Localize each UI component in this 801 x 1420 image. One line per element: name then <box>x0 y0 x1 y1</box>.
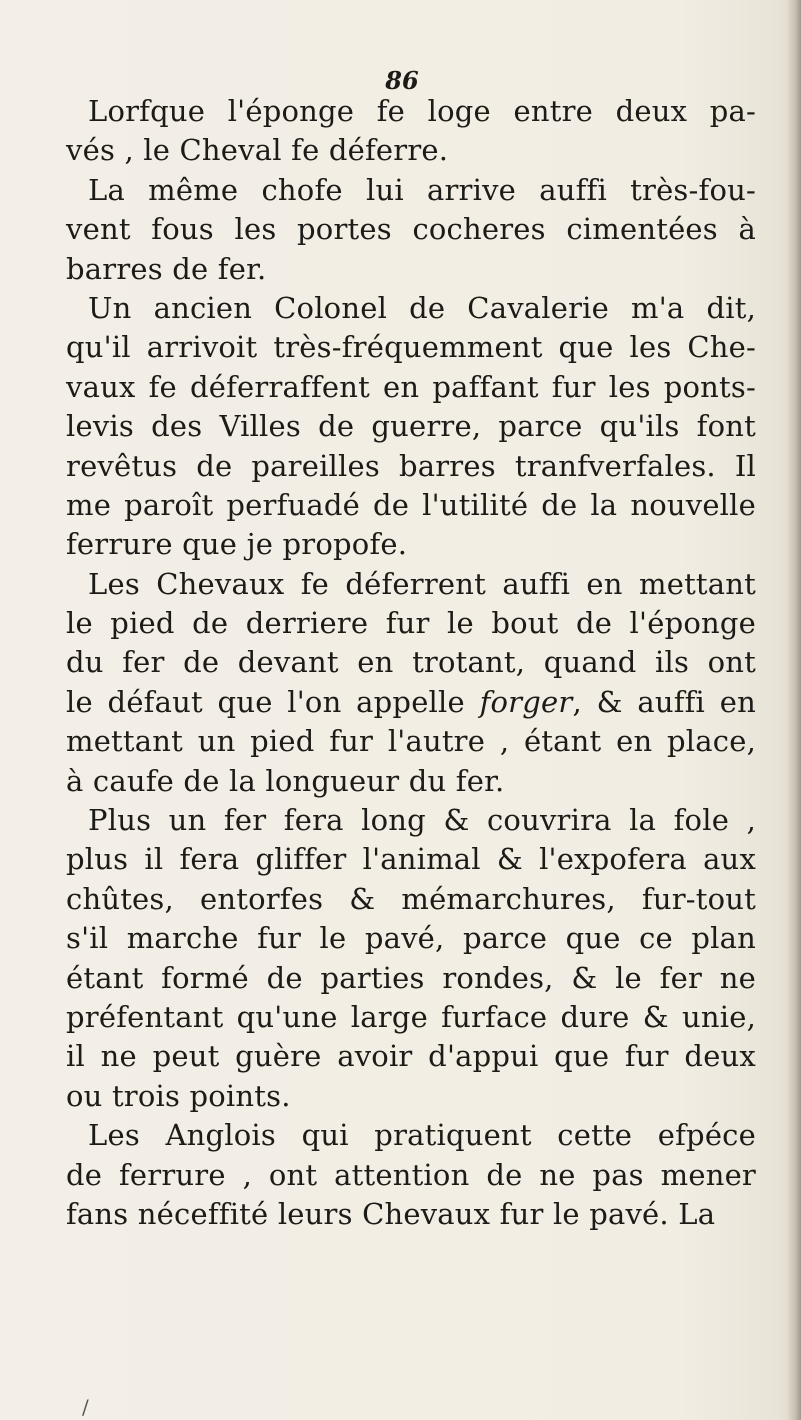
italic-term: forger <box>479 684 573 719</box>
text-line: ou trois points. <box>66 1078 291 1113</box>
text-line: chûtes, entorfes & mémarchures, fur-tout <box>66 881 756 916</box>
text-line: le pied de derriere fur le bout de l'éponge <box>66 606 756 641</box>
text-line: Lorfque l'éponge fe loge entre deux pa- <box>88 94 756 128</box>
text-line: de ferrure , ont attention de ne pas mener <box>66 1157 756 1192</box>
text-line: plus il fera gliffer l'animal & l'expofera aux <box>66 842 756 877</box>
body-text <box>66 92 756 1234</box>
text-line: revêtus de pareilles barres tranfverfales. Il <box>66 448 756 483</box>
text-line: à caufe de la longueur du fer. <box>66 763 505 798</box>
text-line: étant formé de parties rondes, & le fer ne <box>66 960 756 995</box>
text-line: Plus un fer fera long & couvrira la fole , <box>88 803 756 838</box>
text-line: qu'il arrivoit très-fréquemment que les Che- <box>66 330 756 365</box>
text-line: vaux fe déferraffent en paffant fur les ponts- <box>66 369 756 404</box>
text-line: vés , le Cheval fe déferre. <box>66 133 449 168</box>
margin-mark: / <box>82 1395 89 1419</box>
text-line: Les Anglois qui pratiquent cette efpéce <box>88 1118 756 1153</box>
text-line: barres de fer. <box>66 251 267 286</box>
page-edge-shadow <box>787 0 801 1420</box>
text-line: fans néceffité leurs Chevaux fur le pavé. La <box>66 1196 716 1231</box>
text-line: il ne peut guère avoir d'appui que fur deux <box>66 1039 756 1074</box>
text-line: La même chofe lui arrive auffi très-fou- <box>88 172 756 207</box>
text-line: s'il marche fur le pavé, parce que ce plan <box>66 921 756 956</box>
text-line: Les Chevaux fe déferrent auffi en mettant <box>88 566 756 601</box>
text-line: préfentant qu'une large furface dure & unie, <box>66 999 756 1034</box>
text-line: me paroît perfuadé de l'utilité de la nouvelle <box>66 487 756 522</box>
text-line: le défaut que l'on appelle forger, & auffi en <box>66 684 756 719</box>
text-line: vent fous les portes cocheres cimentées à <box>66 212 756 247</box>
text-line: levis des Villes de guerre, parce qu'ils font <box>66 409 756 444</box>
text-line: mettant un pied fur l'autre , étant en place, <box>66 724 756 759</box>
page-number: 86 <box>385 66 419 95</box>
text-line: ferrure que je propofe. <box>66 527 408 562</box>
text-line: du fer de devant en trotant, quand ils ont <box>66 645 756 680</box>
text-line: Un ancien Colonel de Cavalerie m'a dit, <box>88 290 756 325</box>
